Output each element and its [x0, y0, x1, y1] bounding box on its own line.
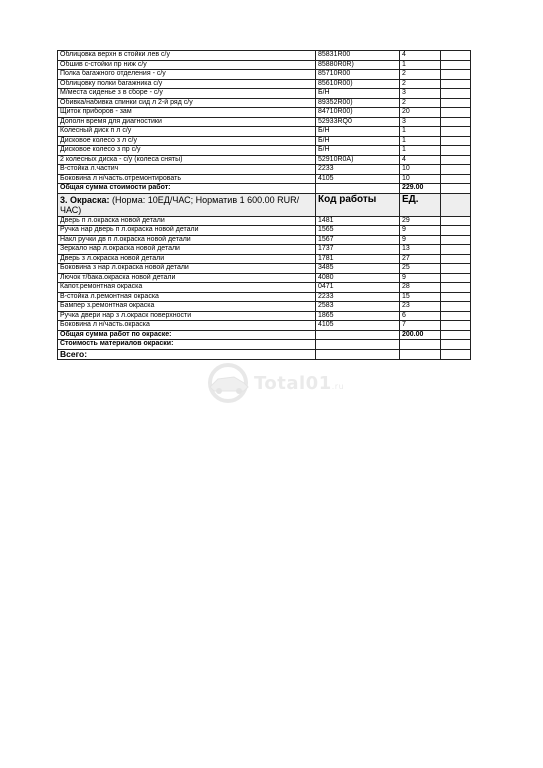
- table-row: [58, 321, 471, 331]
- item-code: 1481: [316, 216, 400, 226]
- item-qty: 15: [400, 292, 441, 302]
- table-row: [58, 136, 471, 146]
- item-name: Дверь п л.окраска новой детали: [58, 216, 316, 226]
- item-name: Боковина л н/часть.окраска: [58, 321, 316, 331]
- table-row: [58, 245, 471, 255]
- item-qty: 25: [400, 264, 441, 274]
- table-row: [58, 108, 471, 118]
- table-row: [58, 174, 471, 184]
- watermark: [204, 361, 354, 405]
- item-code: 4080: [316, 273, 400, 283]
- item-qty: 2: [400, 98, 441, 108]
- item-code: 2233: [316, 292, 400, 302]
- empty-cell: [441, 79, 471, 89]
- item-qty: 1: [400, 60, 441, 70]
- item-code: 85880R0R): [316, 60, 400, 70]
- empty-cell: [441, 165, 471, 175]
- item-name: Бампер з.ремонтная окраска: [58, 302, 316, 312]
- item-code: 2583: [316, 302, 400, 312]
- item-name: Щиток приборов - зам: [58, 108, 316, 118]
- table-row: [58, 264, 471, 274]
- empty-cell: [441, 89, 471, 99]
- item-name: В-стойка л.частич: [58, 165, 316, 175]
- table-row: [58, 155, 471, 165]
- item-name: 2 колесных диска - с/у (колеса сняты): [58, 155, 316, 165]
- table-row: [58, 311, 471, 321]
- item-name: Дополн время для диагностики: [58, 117, 316, 127]
- empty-cell: [441, 311, 471, 321]
- item-code: 85710R00: [316, 70, 400, 80]
- item-name: Капот.ремонтная окраска: [58, 283, 316, 293]
- paint-total-row: [58, 330, 471, 340]
- empty-cell: [441, 235, 471, 245]
- item-name: Полка багажного отделения - с/у: [58, 70, 316, 80]
- item-qty: 1: [400, 127, 441, 137]
- item-code: 1565: [316, 226, 400, 236]
- paint-section-norm: (Норма: 10ЕД/ЧАС; Норматив 1 600.00 RUR/ЧАС): [60, 194, 300, 215]
- empty-cell: [441, 51, 471, 61]
- work-order-table: [57, 50, 471, 360]
- table-row: [58, 165, 471, 175]
- item-code: 52910R0A): [316, 155, 400, 165]
- empty-cell: [441, 283, 471, 293]
- item-name: Дисковое колесо з пр с/у: [58, 146, 316, 156]
- empty-cell: [441, 292, 471, 302]
- watermark-text: Total01.ru: [254, 372, 345, 394]
- item-code: 89352R00): [316, 98, 400, 108]
- item-qty: 10: [400, 165, 441, 175]
- item-code: 84710R00): [316, 108, 400, 118]
- item-qty: 7: [400, 321, 441, 331]
- item-qty: 3: [400, 89, 441, 99]
- table-row: [58, 79, 471, 89]
- table-row: [58, 302, 471, 312]
- item-qty: 13: [400, 245, 441, 255]
- table-row: [58, 60, 471, 70]
- labor-total-label: Общая сумма стоимости работ:: [58, 184, 316, 194]
- materials-row: [58, 340, 471, 350]
- table-row: [58, 89, 471, 99]
- item-code: 1567: [316, 235, 400, 245]
- item-qty: 9: [400, 226, 441, 236]
- materials-label: Стоимость материалов окраски:: [58, 340, 316, 350]
- labor-total-row: [58, 184, 471, 194]
- item-name: Боковина л н/часть.отремонтировать: [58, 174, 316, 184]
- item-name: Ручка двери нар з л.окраск поверхности: [58, 311, 316, 321]
- item-qty: 1: [400, 146, 441, 156]
- empty-cell: [441, 226, 471, 236]
- table-row: [58, 283, 471, 293]
- item-qty: 2: [400, 70, 441, 80]
- item-qty: 4: [400, 155, 441, 165]
- table-row: [58, 70, 471, 80]
- item-name: Ручка нар дверь п л.окраска новой детали: [58, 226, 316, 236]
- empty-cell: [441, 70, 471, 80]
- item-name: Лючок т/бака.окраска новой детали: [58, 273, 316, 283]
- empty-cell: [441, 60, 471, 70]
- item-code: 1737: [316, 245, 400, 255]
- table-row: [58, 146, 471, 156]
- table-row: [58, 127, 471, 137]
- item-code: 1781: [316, 254, 400, 264]
- empty-cell: [441, 136, 471, 146]
- empty-cell: [441, 321, 471, 331]
- item-code: 4105: [316, 174, 400, 184]
- item-code: 85831R00: [316, 51, 400, 61]
- table-row: [58, 254, 471, 264]
- item-code: 1865: [316, 311, 400, 321]
- table-row: [58, 98, 471, 108]
- item-qty: 23: [400, 302, 441, 312]
- unit-column-header: ЕД.: [400, 193, 441, 216]
- item-name: Обивка/набивка спинки сид л 2-й ряд с/у: [58, 98, 316, 108]
- item-code: 4105: [316, 321, 400, 331]
- empty-cell: [441, 264, 471, 274]
- item-name: Накл ручки дв п л.окраска новой детали: [58, 235, 316, 245]
- empty-cell: [441, 98, 471, 108]
- item-qty: 3: [400, 117, 441, 127]
- empty-cell: [441, 254, 471, 264]
- item-code: 0471: [316, 283, 400, 293]
- item-qty: 1: [400, 136, 441, 146]
- empty-cell: [441, 155, 471, 165]
- empty-cell: [441, 245, 471, 255]
- item-qty: 20: [400, 108, 441, 118]
- table-row: [58, 216, 471, 226]
- item-name: Дисковое колесо з л с/у: [58, 136, 316, 146]
- item-name: М/места сиденье з в сборе - с/у: [58, 89, 316, 99]
- item-code: Б/Н: [316, 146, 400, 156]
- empty-cell: [441, 273, 471, 283]
- item-name: Облицовка верхн в стойки лев с/у: [58, 51, 316, 61]
- item-name: Облицовку полки багажника с/у: [58, 79, 316, 89]
- table-row: [58, 292, 471, 302]
- grand-total-label: Всего:: [58, 349, 316, 359]
- item-code: Б/Н: [316, 89, 400, 99]
- item-qty: 9: [400, 273, 441, 283]
- item-code: Б/Н: [316, 127, 400, 137]
- empty-cell: [441, 146, 471, 156]
- item-name: В-стойка л.ремонтная окраска: [58, 292, 316, 302]
- item-qty: 4: [400, 51, 441, 61]
- paint-section-title: 3. Окраска:: [60, 194, 110, 205]
- table-row: [58, 51, 471, 61]
- grand-total-row: [58, 349, 471, 359]
- table-row: [58, 117, 471, 127]
- item-qty: 6: [400, 311, 441, 321]
- empty-cell: [441, 117, 471, 127]
- item-name: Дверь з л.окраска новой детали: [58, 254, 316, 264]
- item-code: 3485: [316, 264, 400, 274]
- item-code: 52933RQ0: [316, 117, 400, 127]
- item-name: Зеркало нар л.окраска новой детали: [58, 245, 316, 255]
- paint-total-label: Общая сумма работ по окраске:: [58, 330, 316, 340]
- item-code: 2233: [316, 165, 400, 175]
- item-qty: 28: [400, 283, 441, 293]
- car-logo-icon: [204, 361, 252, 405]
- empty-cell: [441, 302, 471, 312]
- item-qty: 29: [400, 216, 441, 226]
- paint-total-value: 200.00: [400, 330, 441, 340]
- item-name: Боковина з нар л.окраска новой детали: [58, 264, 316, 274]
- paint-section-header: [58, 193, 471, 216]
- item-qty: 27: [400, 254, 441, 264]
- empty-cell: [441, 127, 471, 137]
- empty-cell: [441, 108, 471, 118]
- item-qty: 2: [400, 79, 441, 89]
- paint-rows: [58, 216, 471, 330]
- item-qty: 10: [400, 174, 441, 184]
- table-row: [58, 226, 471, 236]
- code-column-header: Код работы: [316, 193, 400, 216]
- table-row: [58, 273, 471, 283]
- item-code: Б/Н: [316, 136, 400, 146]
- table-row: [58, 235, 471, 245]
- item-qty: 9: [400, 235, 441, 245]
- item-name: Колесный диск п л с/у: [58, 127, 316, 137]
- labor-total-value: 229.00: [400, 184, 441, 194]
- empty-cell: [441, 174, 471, 184]
- item-name: Обшив с-стойки пр ниж с/у: [58, 60, 316, 70]
- item-code: 85610R00): [316, 79, 400, 89]
- labor-rows: [58, 51, 471, 184]
- empty-cell: [441, 216, 471, 226]
